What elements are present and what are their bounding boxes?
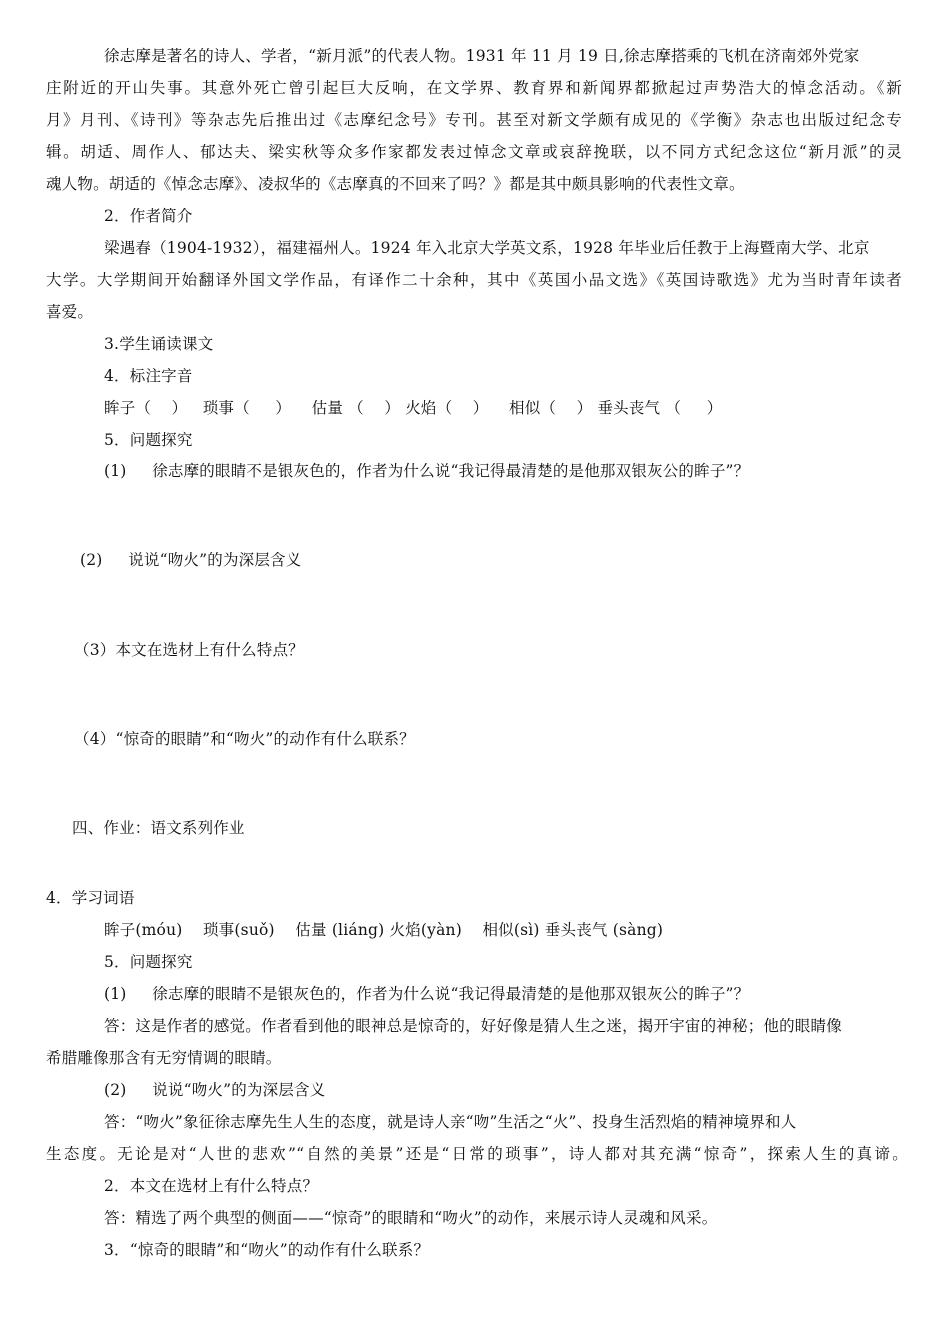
questions-heading: 5．问题探究 bbox=[104, 431, 193, 449]
answer-1-line-2: 希腊雕像那含有无穷情调的眼睛。 bbox=[46, 1049, 282, 1067]
intro-line-1: 徐志摩是著名的诗人、学者，“新月派”的代表人物。1931 年 11 月 19 日,徐志摩搭乘的飞机在济南郊外党家 bbox=[104, 47, 860, 65]
answer-question-1: (1) 徐志摩的眼睛不是银灰色的，作者为什么说“我记得最清楚的是他那双银灰公的眸子”？ bbox=[104, 985, 750, 1003]
author-heading: 2．作者简介 bbox=[104, 207, 193, 225]
author-line-1: 梁遇春（1904-1932），福建福州人。1924 年入北京大学英文系，1928 年毕业后任教于上海暨南大学、北京 bbox=[104, 239, 870, 257]
author-line-3: 喜爱。 bbox=[46, 303, 94, 321]
answers-questions-heading: 5．问题探究 bbox=[104, 953, 193, 971]
question-3: （3）本文在选材上有什么特点？ bbox=[74, 641, 304, 659]
question-2: (2) 说说“吻火”的为深层含义 bbox=[80, 551, 302, 569]
answer-question-3: 2．本文在选材上有什么特点？ bbox=[104, 1177, 319, 1195]
answer-question-4: 3．“惊奇的眼睛”和“吻火”的动作有什么联系？ bbox=[104, 1241, 430, 1259]
reading-heading: 3.学生诵读课文 bbox=[104, 335, 214, 353]
answer-2-line-1: 答：“吻火”象征徐志摩先生人生的态度，就是诗人亲“吻”生活之“火”、投身生活烈焰的精神境界和人 bbox=[104, 1113, 797, 1131]
intro-line-2: 庄附近的开山失事。其意外死亡曾引起巨大反响，在文学界、教育界和新闻界都掀起过声势浩大的悼念活动。《新 bbox=[46, 79, 902, 97]
answer-3: 答：精选了两个典型的侧面——“惊奇”的眼睛和“吻火”的动作，来展示诗人灵魂和风采。 bbox=[104, 1209, 718, 1227]
answer-1-line-1: 答：这是作者的感觉。作者看到他的眼神总是惊奇的，好好像是猜人生之迷，揭开宇宙的神秘；他的眼睛像 bbox=[104, 1017, 842, 1035]
phonetic-line: 眸子（ ） 琐事（ ） 估量 （ ） 火焰（ ） 相似（ ） 垂头丧气 （ ） bbox=[104, 399, 723, 417]
intro-line-5: 魂人物。胡适的《悼念志摩》、凌叔华的《志摩真的不回来了吗？》都是其中颇具影响的代表性文章。 bbox=[46, 175, 745, 193]
answer-2-line-2: 生态度。无论是对“人世的悲欢”“自然的美景”还是“日常的琐事”，诗人都对其充满“惊奇”，探索人生的真谛。 bbox=[46, 1145, 908, 1163]
author-line-2: 大学。大学期间开始翻译外国文学作品，有译作二十余种，其中《英国小品文选》《英国诗歌选》尤为当时青年读者 bbox=[46, 271, 902, 289]
intro-line-4: 辑。胡适、周作人、郁达夫、梁实秋等众多作家都发表过悼念文章或哀辞挽联，以不同方式纪念这位“新月派”的灵 bbox=[46, 143, 902, 161]
answers-words: 眸子(móu) 琐事(suǒ) 估量 (liáng) 火焰(yàn) 相似(sì) 垂头丧气 (sàng) bbox=[104, 921, 664, 939]
phonetic-heading: 4．标注字音 bbox=[104, 367, 193, 385]
question-4: （4）“惊奇的眼睛”和“吻火”的动作有什么联系？ bbox=[74, 730, 415, 748]
question-1: (1) 徐志摩的眼睛不是银灰色的，作者为什么说“我记得最清楚的是他那双银灰公的眸子”？ bbox=[104, 462, 750, 480]
answers-heading: 4．学习词语 bbox=[46, 889, 135, 907]
intro-line-3: 月》月刊、《诗刊》等杂志先后推出过《志摩纪念号》专刊。甚至对新文学颇有成见的《学衡》杂志也出版过纪念专 bbox=[46, 111, 902, 129]
homework: 四、作业：语文系列作业 bbox=[72, 819, 245, 837]
answer-question-2: (2) 说说“吻火”的为深层含义 bbox=[104, 1081, 326, 1099]
